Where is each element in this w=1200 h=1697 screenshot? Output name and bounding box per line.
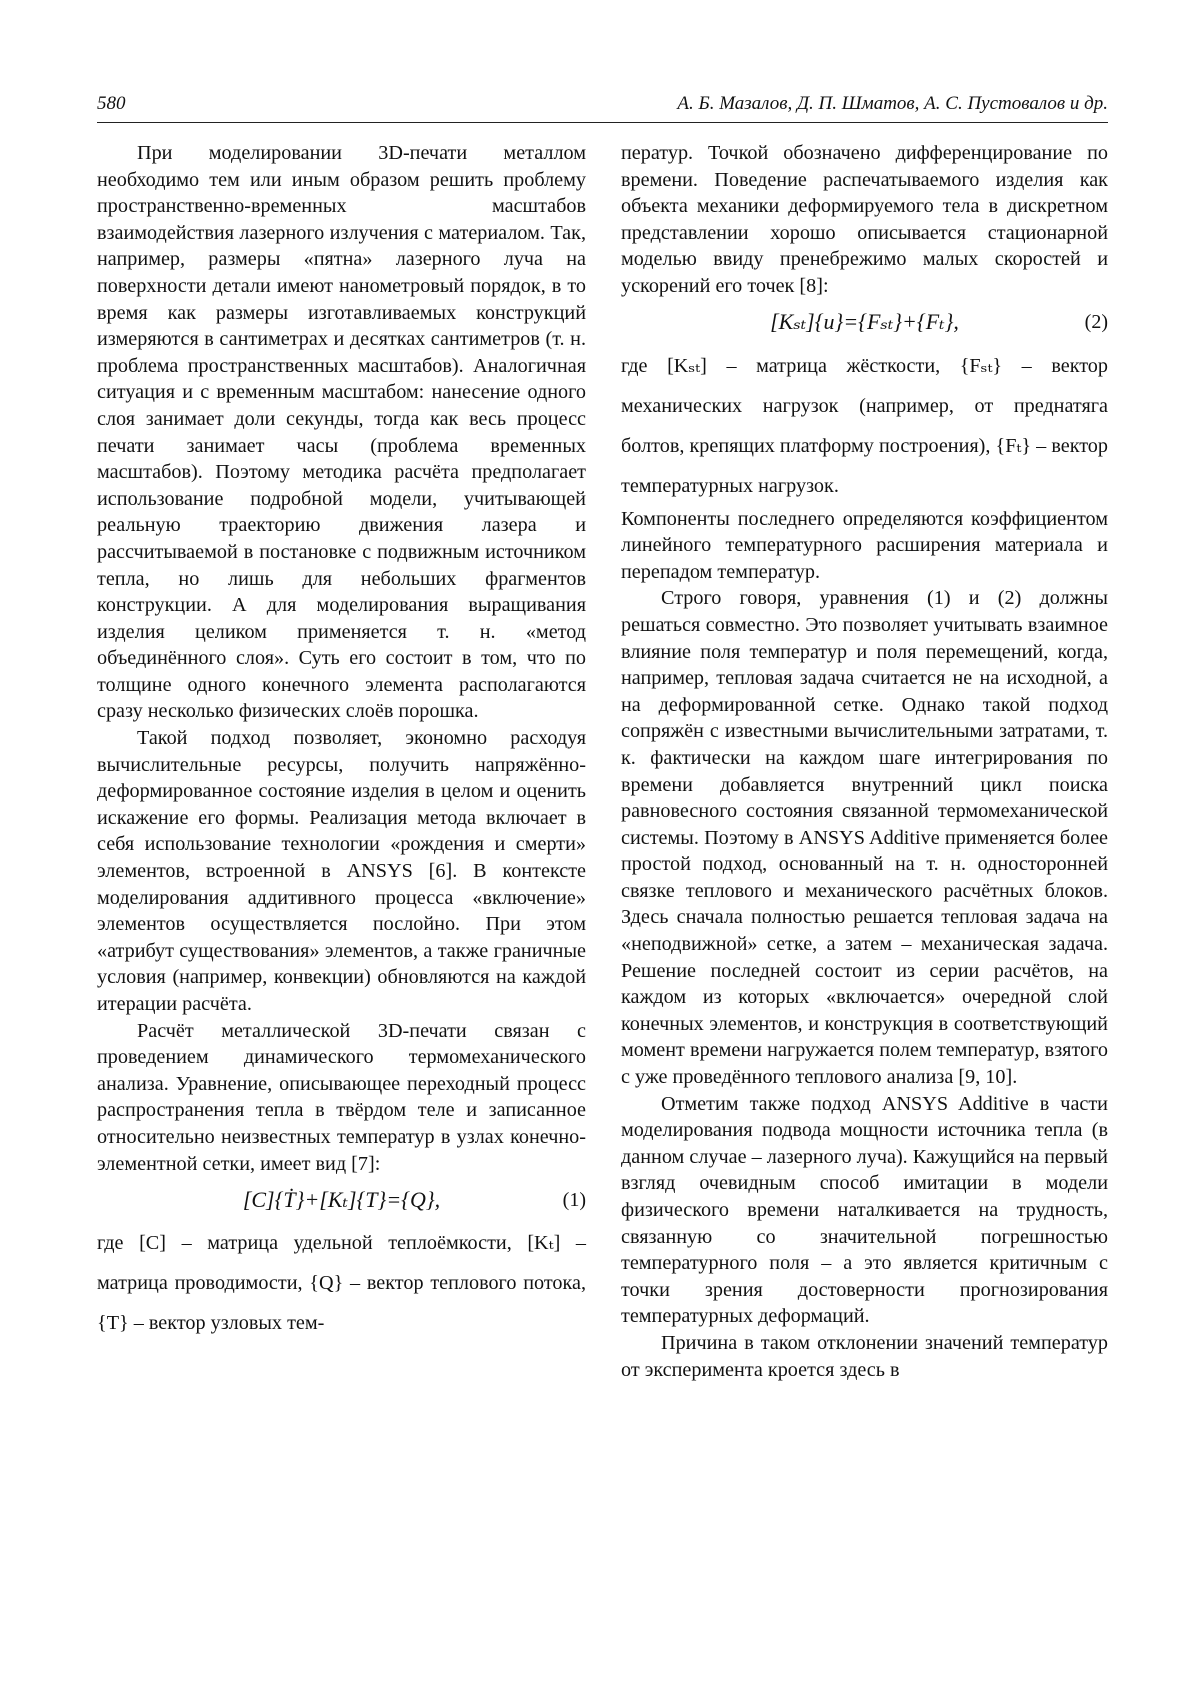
paragraph: ператур. Точкой обозначено дифференцирование по времени. Поведение распечатываемого изделия как объекта механики деформируемого тела в дискретном представлении хорошо описывается стационарной моделью ввиду пренебрежимо малых скоростей и ускорений его точек [8]:: [621, 142, 1108, 297]
paragraph: где [C] – матрица удельной теплоёмкости, [Kₜ] – матрица проводимости, {Q} – вектор теплового потока, {T} – вектор узловых тем-: [97, 1232, 586, 1335]
equation-2: [621, 300, 1108, 346]
paragraph: Отметим также подход ANSYS Additive в части моделирования подвода мощности источника тепла (в данном случае – лазерного луча). Кажущийся на первый взгляд очевидным способ имитации в модели физического времени наталкивается на трудность, связанную со значительной погрешностью температурного поля – а это является критичным с точки зрения достоверности прогнозирования температурных деформаций.: [621, 1092, 1108, 1328]
paragraph: При моделировании 3D-печати металлом необходимо тем или иным образом решить проблему пространственно-временных масштабов взаимодействия лазерного излучения с материалом. Так, например, размеры «пятна» лазерного луча на поверхности детали имеют нанометровый порядок, в то время как размеры изготавливаемых конструкций измеряются в сантиметрах и десятках сантиметров (т. н. проблема пространственных масштабов). Аналогичная ситуация и с временным масштабом: нанесение одного слоя занимает доли секунды, тогда как весь процесс печати занимает часы (проблема временных масштабов). Поэтому методика расчёта предполагает использование подробной модели, учитывающей реальную траекторию движения лазера и рассчитываемой в постановке с подвижным источником тепла, но лишь для небольших фрагментов конструкции. А для моделирования выращивания изделия целиком применяется т. н. «метод объединённого слоя». Суть его состоит в том, что по толщине одного конечного элемента располагаются сразу несколько физических слоёв порошка.: [97, 142, 586, 723]
running-head-authors: А. Б. Мазалов, Д. П. Шматов, А. С. Пустовалов и др.: [677, 93, 1108, 114]
paragraph: Расчёт металлической 3D-печати связан с проведением динамического термомеханического анализа. Уравнение, описывающее переходный процесс распространения тепла в твёрдом теле и записанное относительно неизвестных температур в узлах конечно-элементной сетки, имеет вид [7]:: [97, 1019, 586, 1175]
paragraph: Причина в таком отклонении значений температур от эксперимента кроется здесь в: [621, 1331, 1108, 1381]
paragraph: Такой подход позволяет, экономно расходуя вычислительные ресурсы, получить напряжённо-деформированное состояние изделия в целом и оценить искажение его формы. Реализация метода включает в себя использование технологии «рождения и смерти» элементов, встроенной в ANSYS [6]. В контексте моделирования аддитивного процесса «включение» элементов осуществляется послойно. При этом «атрибут существования» элементов, а также граничные условия (например, конвекции) обновляются на каждой итерации расчёта.: [97, 727, 586, 1015]
paragraph: Строго говоря, уравнения (1) и (2) должны решаться совместно. Это позволяет учитывать взаимное влияние поля температур и поля перемещений, когда, например, тепловая задача считается не на исходной, а на деформированной сетке. Однако такой подход сопряжён с известными вычислительными затратами, т. к. фактически на каждом шаге интегрирования по времени добавляется внутренний цикл поиска равновесного состояния связанной термомеханической системы. Поэтому в ANSYS Additive применяется более простой подход, основанный на т. н. односторонней связке теплового и механического расчётных блоков. Здесь сначала полностью решается тепловая задача на «неподвижной» сетке, а затем – механическая задача. Решение последней состоит из серии расчётов, на каждом из которых «включается» очередной слой конечных элементов, и конструкция в соответствующий момент времени нагружается полем температур, взятого с уже проведённого теплового анализа [9, 10].: [621, 587, 1108, 1089]
page-number: 580: [97, 93, 126, 114]
equation-2-body: [Kₛₜ]{u}={Fₛₜ}+{Fₜ},: [770, 309, 959, 335]
equation-1-body: [C]{Ṫ}+[Kₜ]{T}={Q},: [242, 1186, 441, 1212]
page-header: [97, 93, 1108, 121]
equation-2-number: (2): [1084, 311, 1108, 334]
equation-1-number: (1): [562, 1188, 586, 1211]
paragraph: где [Kₛₜ] – матрица жёсткости, {Fₛₜ} – вектор механических нагрузок (например, от преднатяга болтов, крепящих платформу построения), {Fₜ} – вектор температурных нагрузок.: [621, 354, 1108, 497]
right-column: [621, 140, 1108, 1383]
paragraph: Компоненты последнего определяются коэффициентом линейного температурного расширения материала и перепадом температур.: [621, 507, 1108, 583]
equation-1: [97, 1177, 586, 1223]
header-rule: [97, 122, 1108, 123]
left-column: [97, 140, 586, 1343]
